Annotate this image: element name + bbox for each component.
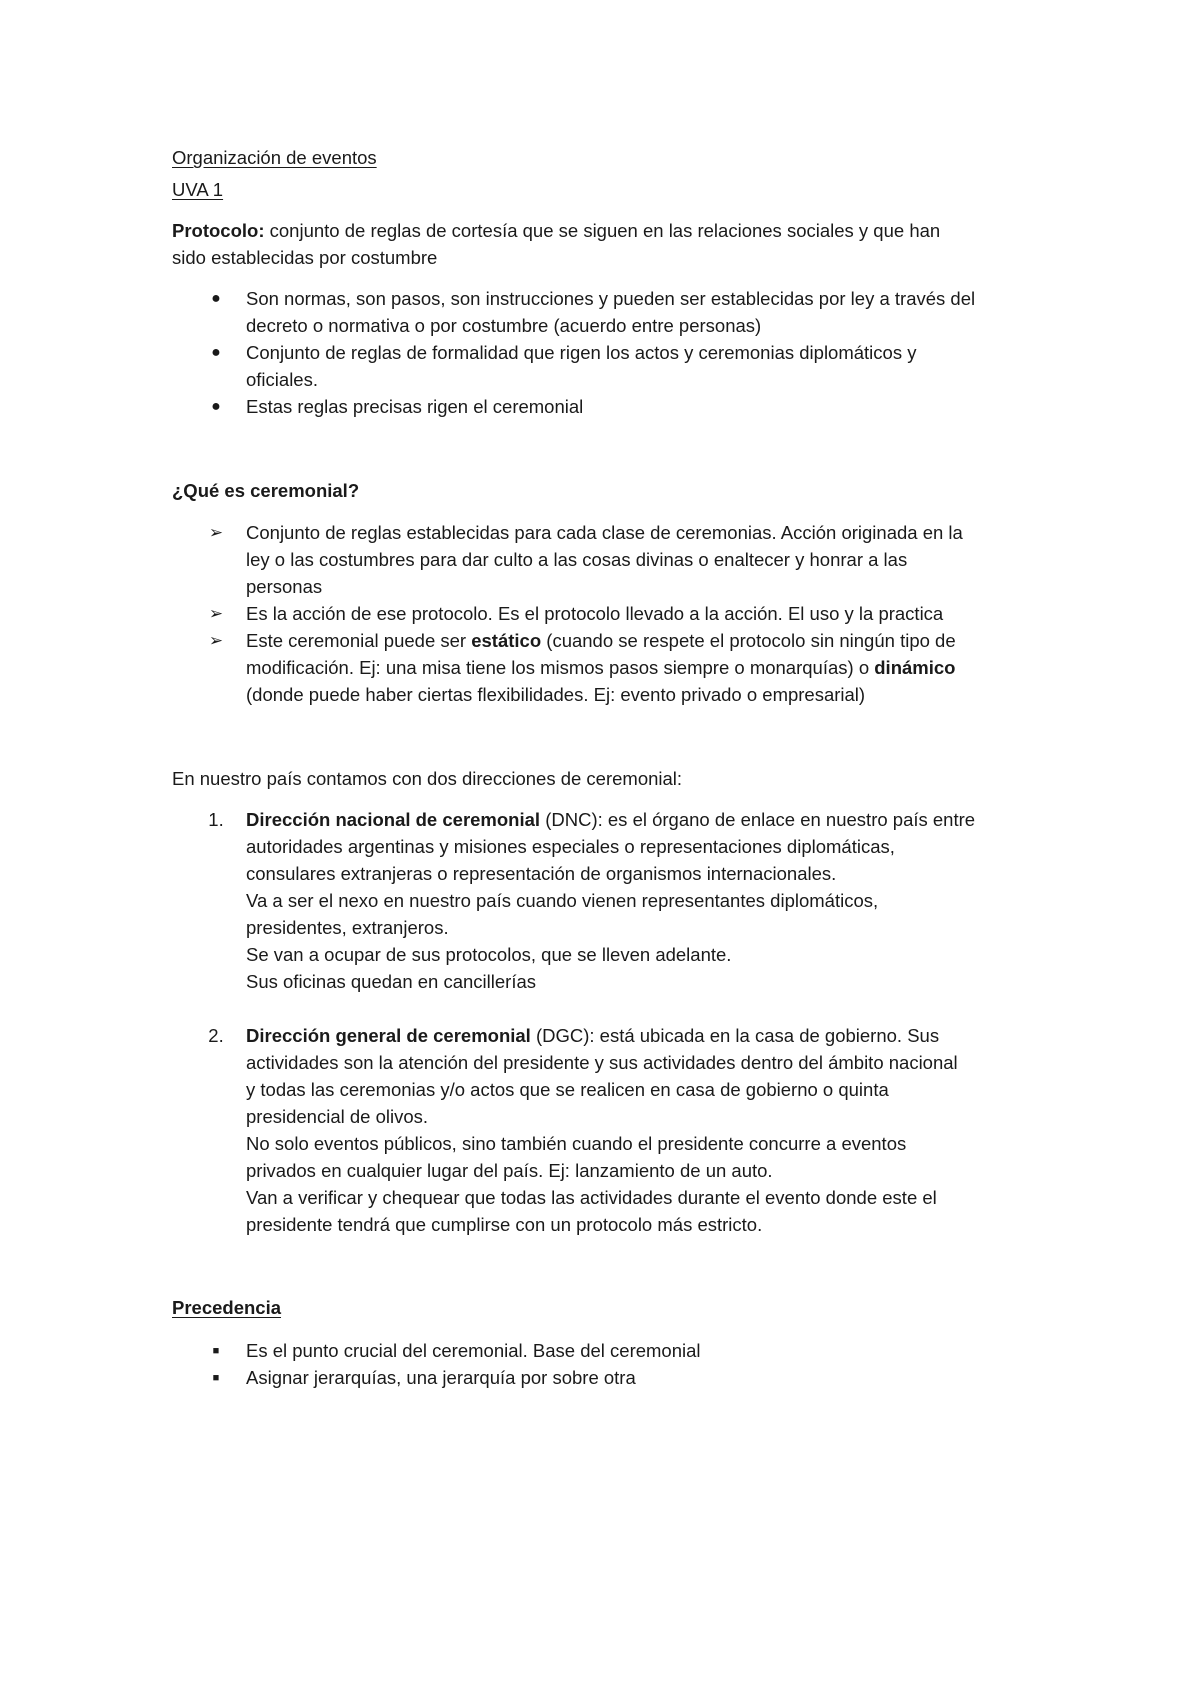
dnc-term: Dirección nacional de ceremonial bbox=[246, 809, 541, 830]
protocolo-def-text: conjunto de reglas de cortesía que se siguen en las relaciones sociales y que han bbox=[269, 220, 941, 241]
precedencia-heading: Precedencia bbox=[172, 1297, 282, 1318]
list-number: 1. bbox=[208, 809, 224, 830]
ceremonial-item-3-line-3: (donde puede haber ciertas flexibilidades. Ej: evento privado o empresarial) bbox=[246, 684, 866, 705]
dnc-line-4: Va a ser el nexo en nuestro país cuando vienen representantes diplomáticos, bbox=[246, 890, 879, 911]
bullet-icon: ● bbox=[211, 344, 221, 361]
protocolo-bullet-1-line-2: decreto o normativa o por costumbre (acuerdo entre personas) bbox=[246, 315, 762, 336]
dinamico-term: dinámico bbox=[874, 657, 956, 678]
ceremonial-heading: ¿Qué es ceremonial? bbox=[172, 480, 360, 501]
protocolo-bullet-2-line-1: Conjunto de reglas de formalidad que rigen los actos y ceremonias diplomáticos y bbox=[246, 342, 917, 363]
estatico-term: estático bbox=[471, 630, 542, 651]
direcciones-intro: En nuestro país contamos con dos direcciones de ceremonial: bbox=[172, 768, 683, 789]
square-bullet-icon: ■ bbox=[212, 1345, 220, 1357]
protocolo-bullet-2-line-2: oficiales. bbox=[246, 369, 318, 390]
document-title: Organización de eventos bbox=[172, 147, 377, 168]
dgc-line-3: y todas las ceremonias y/o actos que se realicen en casa de gobierno o quinta bbox=[246, 1079, 889, 1100]
protocolo-definition-line-2: sido establecidas por costumbre bbox=[172, 247, 438, 268]
ceremonial-item-3-line-2 bbox=[246, 656, 955, 680]
arrow-bullet-icon: ➢ bbox=[208, 523, 224, 542]
ceremonial-item-1-line-2: ley o las costumbres para dar culto a las cosas divinas o enaltecer y honrar a las bbox=[246, 549, 908, 570]
dgc-line-6: privados en cualquier lugar del país. Ej: lanzamiento de un auto. bbox=[246, 1160, 773, 1181]
text-span: (cuando se respete el protocolo sin ningún tipo de bbox=[541, 630, 956, 651]
ceremonial-item-1-line-1: Conjunto de reglas establecidas para cada clase de ceremonias. Acción originada en la bbox=[246, 522, 963, 543]
square-bullet-icon: ■ bbox=[212, 1372, 220, 1384]
precedencia-bullet-2: Asignar jerarquías, una jerarquía por sobre otra bbox=[246, 1367, 636, 1388]
bullet-icon: ● bbox=[211, 398, 221, 415]
ceremonial-item-2: Es la acción de ese protocolo. Es el protocolo llevado a la acción. El uso y la practica bbox=[246, 603, 944, 624]
protocolo-bullet-3: Estas reglas precisas rigen el ceremonial bbox=[246, 396, 584, 417]
text-span: modificación. Ej: una misa tiene los mismos pasos siempre o monarquías) o bbox=[246, 657, 875, 678]
dnc-line-2: autoridades argentinas y misiones especiales o representaciones diplomáticas, bbox=[246, 836, 895, 857]
dgc-line-5: No solo eventos públicos, sino también cuando el presidente concurre a eventos bbox=[246, 1133, 907, 1154]
ceremonial-item-1-line-3: personas bbox=[246, 576, 323, 597]
dnc-line-3: consulares extranjeras o representación de organismos internacionales. bbox=[246, 863, 837, 884]
unit-label: UVA 1 bbox=[172, 179, 224, 200]
text-span: (DNC): es el órgano de enlace en nuestro país entre bbox=[540, 809, 976, 830]
text-span: (DGC): está ubicada en la casa de gobierno. Sus bbox=[530, 1025, 940, 1046]
arrow-bullet-icon: ➢ bbox=[208, 604, 224, 623]
protocolo-definition-line-1 bbox=[172, 219, 940, 243]
ceremonial-item-3-line-1 bbox=[246, 629, 956, 653]
dnc-line-5: presidentes, extranjeros. bbox=[246, 917, 449, 938]
arrow-bullet-icon: ➢ bbox=[208, 631, 224, 650]
bullet-icon: ● bbox=[211, 290, 221, 307]
list-number: 2. bbox=[208, 1025, 224, 1046]
dgc-line-7: Van a verificar y chequear que todas las actividades durante el evento donde este el bbox=[246, 1187, 937, 1208]
dnc-line-6: Se van a ocupar de sus protocolos, que se lleven adelante. bbox=[246, 944, 732, 965]
dnc-line-1 bbox=[246, 808, 975, 832]
dnc-line-7: Sus oficinas quedan en cancillerías bbox=[246, 971, 537, 992]
precedencia-bullet-1: Es el punto crucial del ceremonial. Base del ceremonial bbox=[246, 1340, 701, 1361]
dgc-term: Dirección general de ceremonial bbox=[246, 1025, 531, 1046]
dgc-line-1 bbox=[246, 1024, 939, 1048]
dgc-line-2: actividades son la atención del presidente y sus actividades dentro del ámbito nacional bbox=[246, 1052, 958, 1073]
protocolo-bullet-1-line-1: Son normas, son pasos, son instrucciones y pueden ser establecidas por ley a través del bbox=[246, 288, 976, 309]
text-span: Este ceremonial puede ser bbox=[246, 630, 472, 651]
dgc-line-8: presidente tendrá que cumplirse con un protocolo más estricto. bbox=[246, 1214, 763, 1235]
protocolo-term: Protocolo: bbox=[172, 220, 265, 241]
dgc-line-4: presidencial de olivos. bbox=[246, 1106, 429, 1127]
